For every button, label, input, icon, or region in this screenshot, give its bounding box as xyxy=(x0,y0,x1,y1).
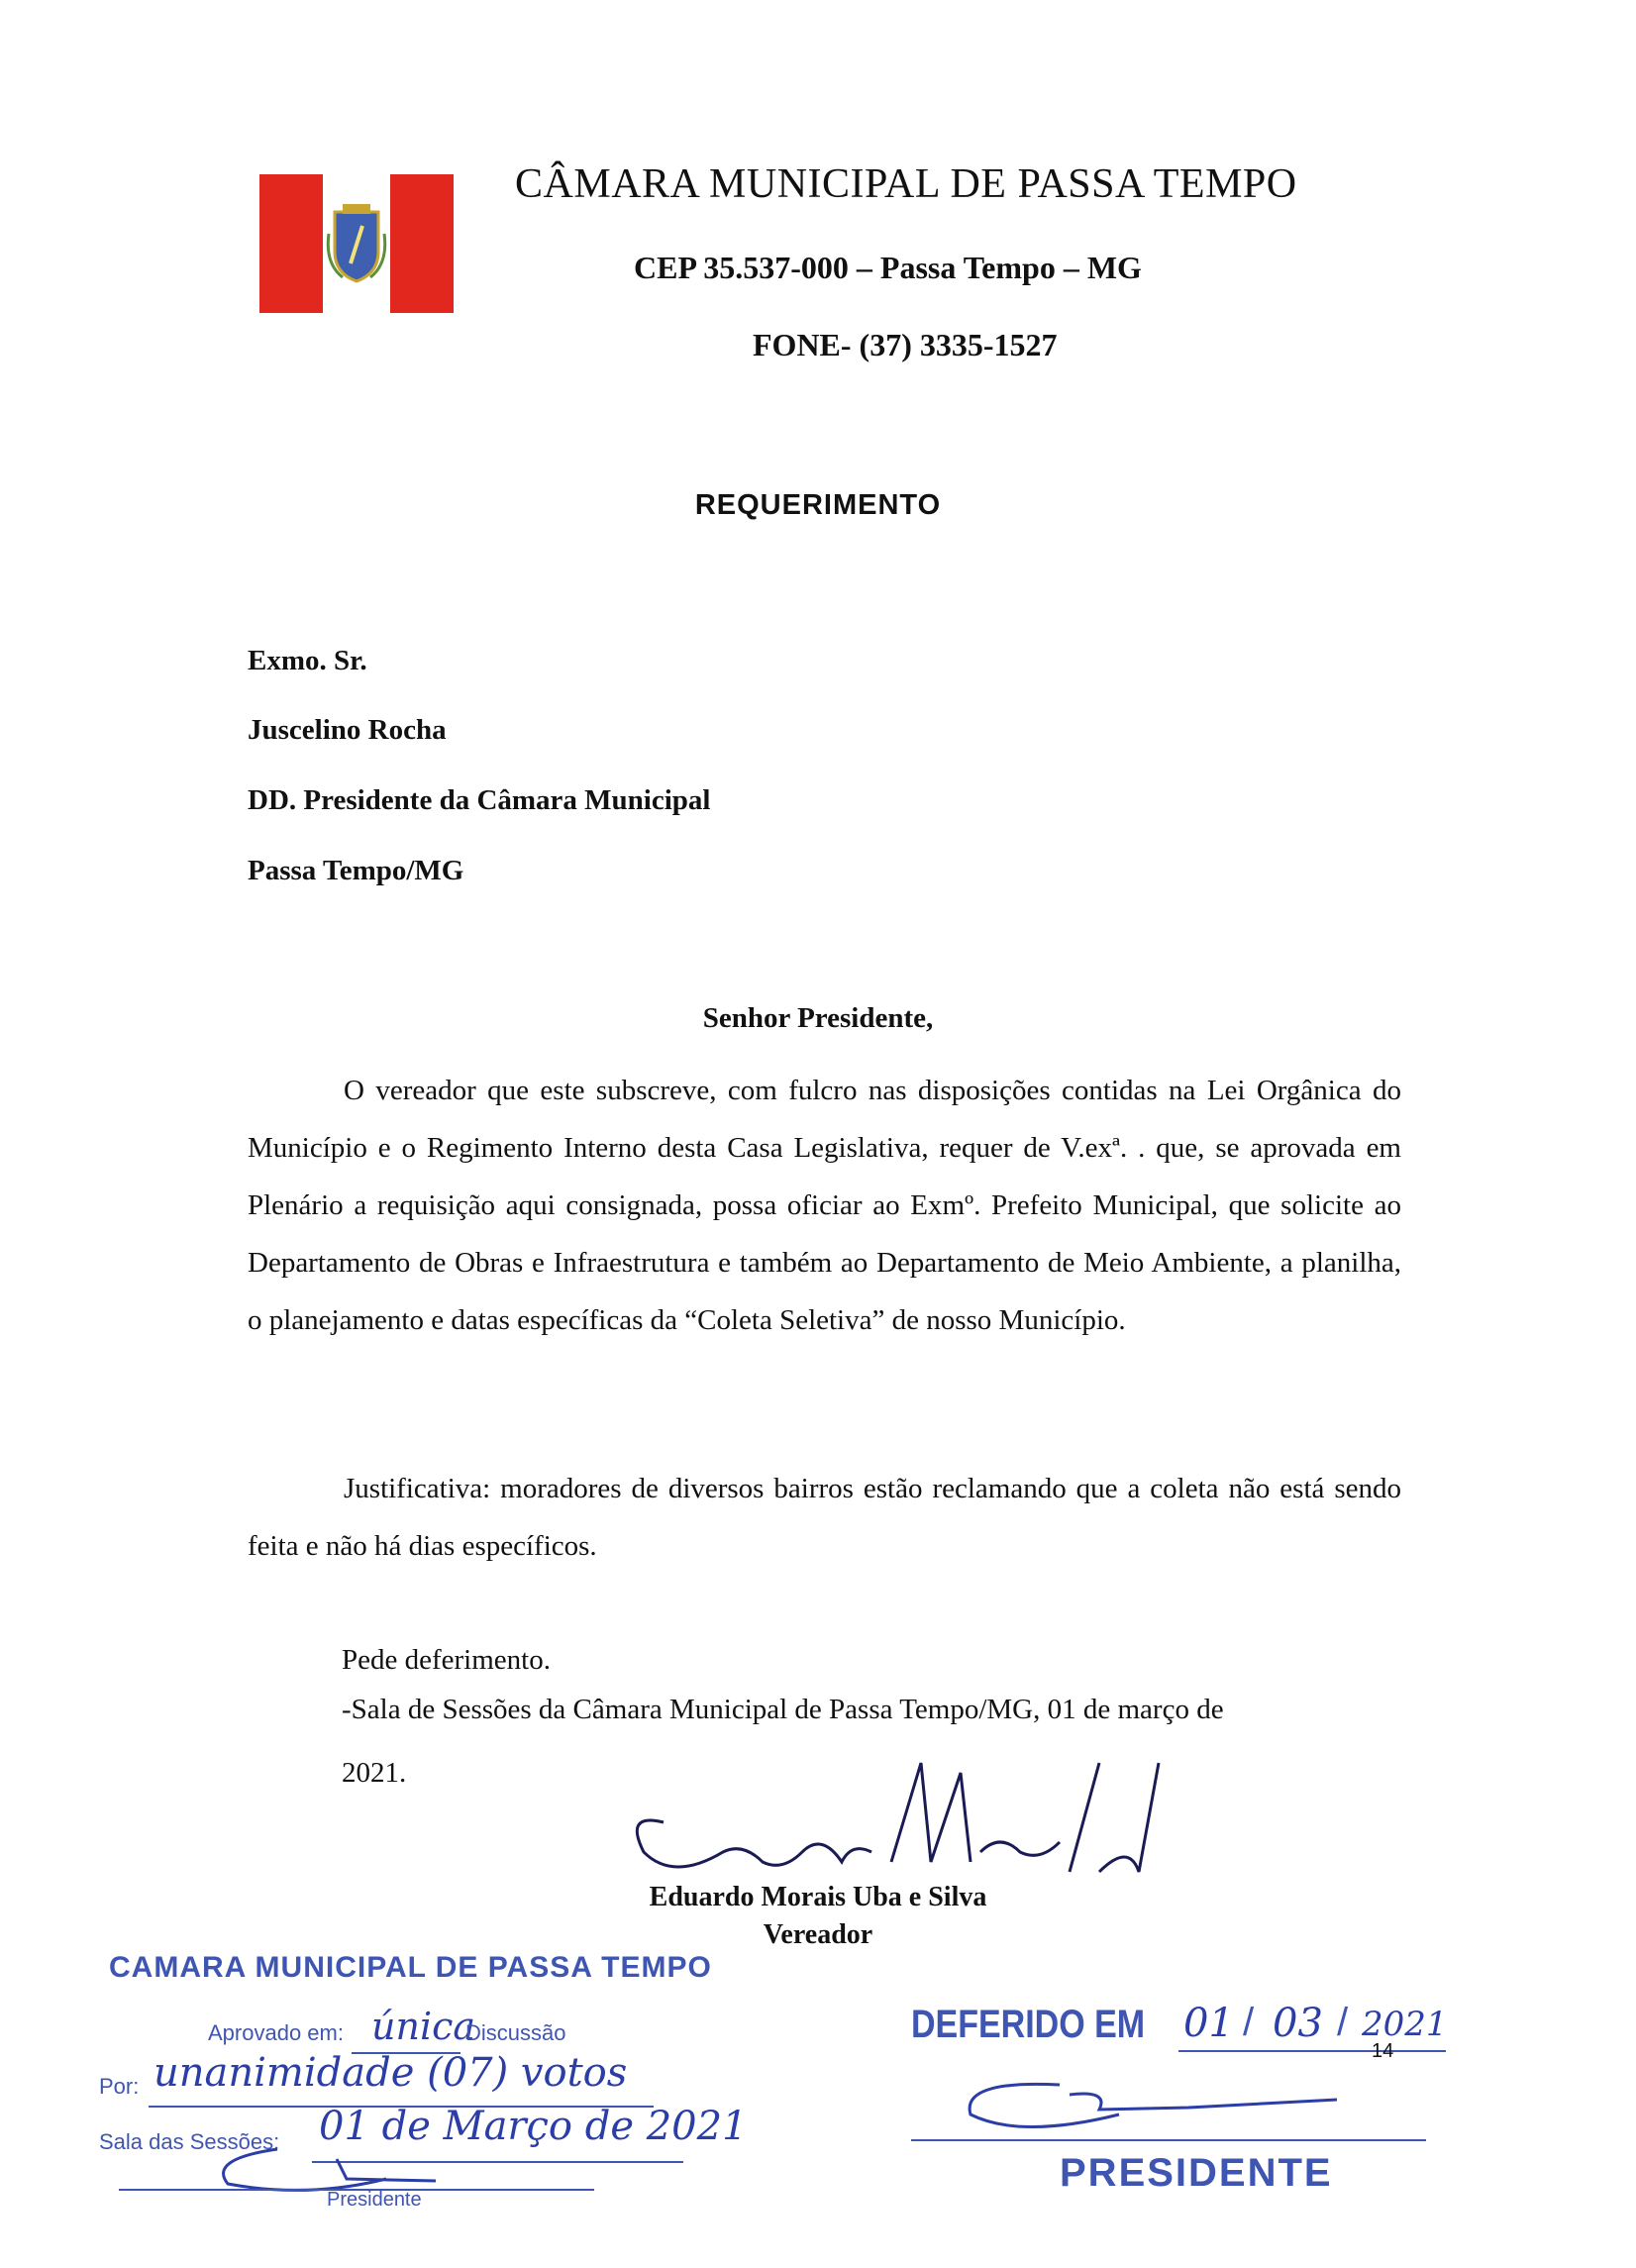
request-body xyxy=(248,1062,1401,1349)
coat-of-arms-icon xyxy=(328,204,384,281)
closing-text: Pede deferimento. xyxy=(342,1644,551,1676)
deferral-slash-2: / xyxy=(1337,2001,1349,2044)
by-label: Por: xyxy=(99,2074,140,2099)
by-handwritten: unanimidade (07) votos xyxy=(153,2050,628,2096)
deferral-month: 03 xyxy=(1273,2001,1323,2046)
justification xyxy=(248,1460,1401,1575)
approval-president-label: Presidente xyxy=(327,2189,422,2211)
deferral-president-label: PRESIDENTE xyxy=(1060,2151,1333,2195)
institution-cep: CEP 35.537-000 – Passa Tempo – MG xyxy=(634,250,1142,285)
approval-stamp-header: CAMARA MUNICIPAL DE PASSA TEMPO xyxy=(109,1951,712,1984)
deferral-president-signature xyxy=(941,2070,1396,2149)
deferral-slash-1: / xyxy=(1243,2001,1255,2044)
deferral-year: 2021 xyxy=(1362,2005,1448,2044)
document-title: REQUERIMENTO xyxy=(694,489,942,521)
recipient-line-4: Passa Tempo/MG xyxy=(248,855,464,886)
approved-label: Aprovado em: xyxy=(208,2020,344,2045)
institution-name: CÂMARA MUNICIPAL DE PASSA TEMPO xyxy=(515,161,1297,207)
deferral-stamp xyxy=(891,2001,1466,2218)
request-body-text: O vereador que este subscreve, com fulcro nas disposições contidas na Lei Orgânica do Município e o Regimento Interno desta Casa Legislativa, requer de V.exª. . que, se aprovada em Plenário a requisição aqui consignada, possa oficiar ao Exmº. Prefeito Municipal, que solicite ao Departamento de Obras e Infraestrutura e também ao Departamento de Meio Ambiente, a planilha, o planejamento e datas específicas da “Coleta Seletiva” de nosso Município. xyxy=(248,1075,1401,1336)
institution-phone: FONE- (37) 3335-1527 xyxy=(753,327,1058,362)
page-number: 14 xyxy=(1372,2040,1394,2062)
deferral-day: 01 xyxy=(1183,2001,1234,2046)
session-handwritten: 01 de Março de 2021 xyxy=(319,2104,748,2149)
recipient-line-2: Juscelino Rocha xyxy=(248,714,447,746)
approved-handwritten: única xyxy=(371,2005,476,2048)
deferral-label: DEFERIDO EM xyxy=(911,2003,1146,2046)
recipient-line-3: DD. Presidente da Câmara Municipal xyxy=(248,784,711,816)
justification-text: Justificativa: moradores de diversos bairros estão reclamando que a coleta não está sendo feita e não há dias específicos. xyxy=(248,1473,1401,1562)
signer-role: Vereador xyxy=(763,1919,873,1950)
place-date-line-2: 2021. xyxy=(342,1757,407,1789)
municipal-flag-logo xyxy=(259,174,454,313)
place-date-line-1: -Sala de Sessões da Câmara Municipal de Passa Tempo/MG, 01 de março de xyxy=(342,1694,1224,1725)
signer-name: Eduardo Morais Uba e Silva xyxy=(649,1882,987,1912)
approved-suffix: Discussão xyxy=(465,2020,566,2045)
recipient-line-1: Exmo. Sr. xyxy=(248,645,367,676)
approval-stamp xyxy=(99,1941,748,2211)
salutation: Senhor Presidente, xyxy=(702,1002,934,1034)
session-label: Sala das Sessões: xyxy=(99,2129,280,2154)
